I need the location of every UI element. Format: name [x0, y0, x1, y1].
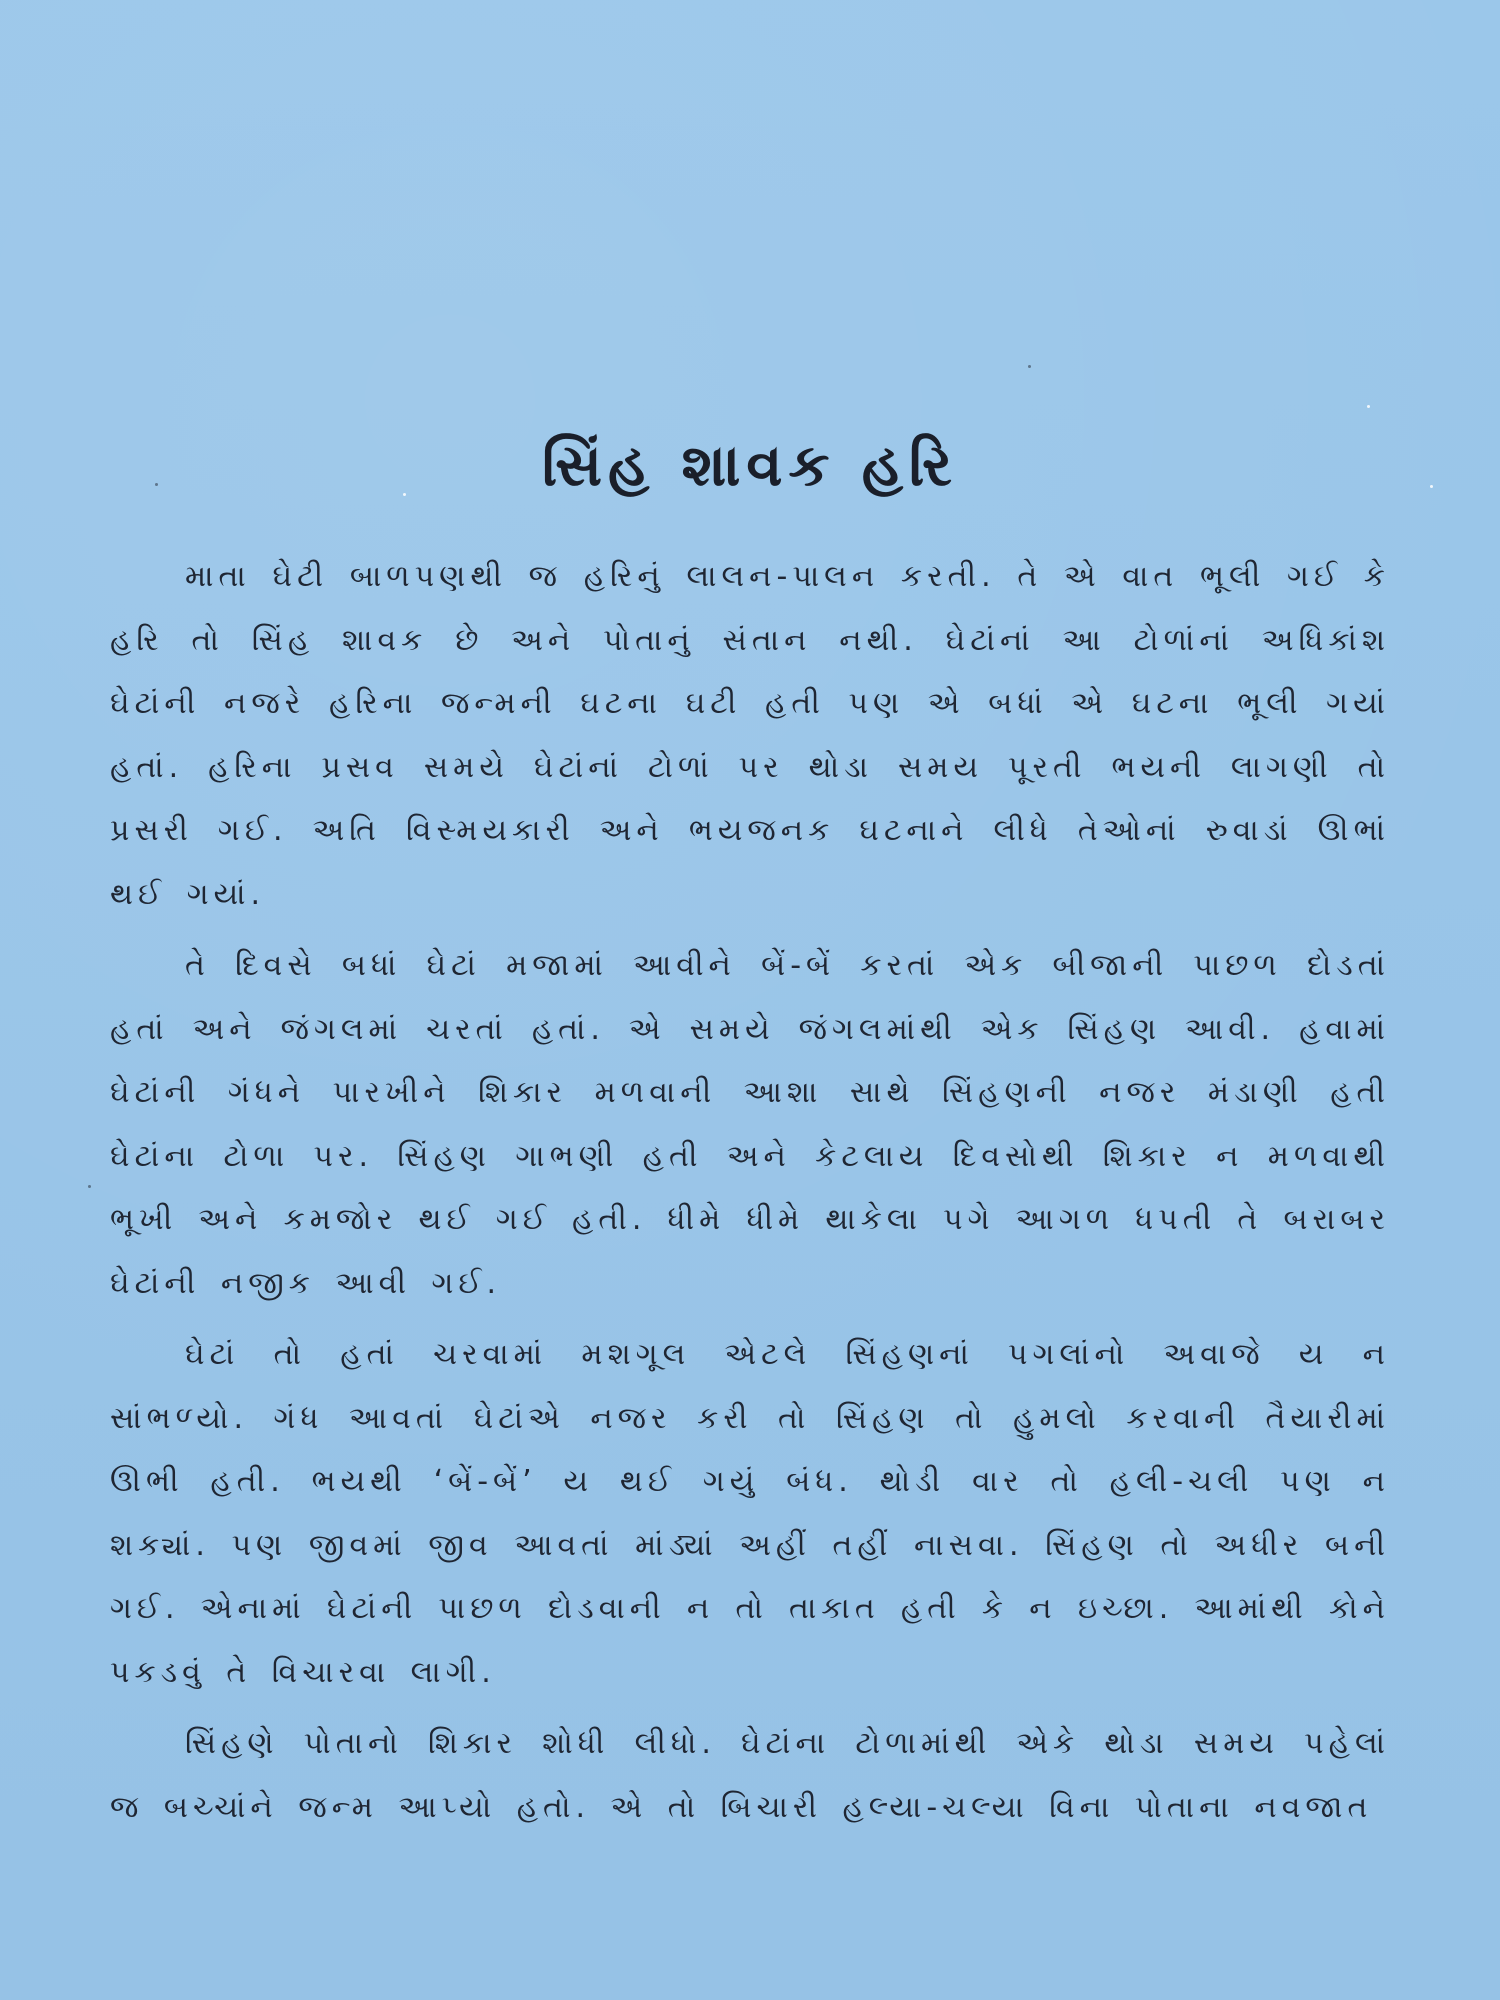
page-title: સિંહ શાવક હરિ: [541, 430, 959, 499]
body-text: [110, 545, 1390, 1847]
paragraph: તે દિવસે બધાં ઘેટાં મજામાં આવીને બેં-બેં કરતાં એક બીજાની પાછળ દોડતાં હતાં અને જંગલમાં ચરતાં હતાં. એ સમયે જંગલમાંથી એક સિંહણ આવી. હવામાં ઘેટાંની ગંધને પારખીને શિકાર મળવાની આશા સાથે સિંહણની નજર મંડાણી હતી ઘેટાંના ટોળા પર. સિંહણ ગાભણી હતી અને કેટલાય દિવસોથી શિકાર ન મળવાથી ભૂખી અને કમજોર થઈ ગઈ હતી. ધીમે ધીમે થાકેલા પગે આગળ ધપતી તે બરાબર ઘેટાંની નજીક આવી ગઈ.: [110, 948, 1390, 1301]
paragraph: માતા ઘેટી બાળપણથી જ હરિનું લાલન-પાલન કરતી. તે એ વાત ભૂલી ગઈ કે હરિ તો સિંહ શાવક છે અને પોતાનું સંતાન નથી. ઘેટાંનાં આ ટોળાંનાં અધિકાંશ ઘેટાંની નજરે હરિના જન્મની ઘટના ઘટી હતી પણ એ બધાં એ ઘટના ભૂલી ગયાં હતાં. હરિના પ્રસવ સમયે ઘેટાંનાં ટોળાં પર થોડા સમય પૂરતી ભયની લાગણી તો પ્રસરી ગઈ. અતિ વિસ્મયકારી અને ભયજનક ઘટનાને લીધે તેઓનાં રુવાડાં ઊભાં થઈ ગયાં.: [110, 559, 1390, 912]
paragraph: સિંહણે પોતાનો શિકાર શોધી લીધો. ઘેટાંના ટોળામાંથી એકે થોડા સમય પહેલાં જ બચ્ચાંને જન્મ આપ્યો હતો. એ તો બિચારી હલ્યા-ચલ્યા વિના પોતાના નવજાત: [110, 1726, 1390, 1825]
print-speck: [88, 1185, 91, 1188]
paragraph: ઘેટાં તો હતાં ચરવામાં મશગૂલ એટલે સિંહણનાં પગલાંનો અવાજે ય ન સાંભળ્યો. ગંધ આવતાં ઘેટાંએ નજર કરી તો સિંહણ તો હુમલો કરવાની તૈયારીમાં ઊભી હતી. ભયથી ‘બેં-બેં’ ય થઈ ગયું બંધ. થોડી વાર તો હલી-ચલી પણ ન શક્યાં. પણ જીવમાં જીવ આવતાં માંડ્યાં અહીં તહીં નાસવા. સિંહણ તો અધીર બની ગઈ. એનામાં ઘેટાંની પાછળ દોડવાની ન તો તાકાત હતી કે ન ઇચ્છા. આમાંથી કોને પકડવું તે વિચારવા લાગી.: [110, 1337, 1390, 1690]
print-speck: [1028, 365, 1031, 368]
print-speck: [1367, 405, 1370, 408]
